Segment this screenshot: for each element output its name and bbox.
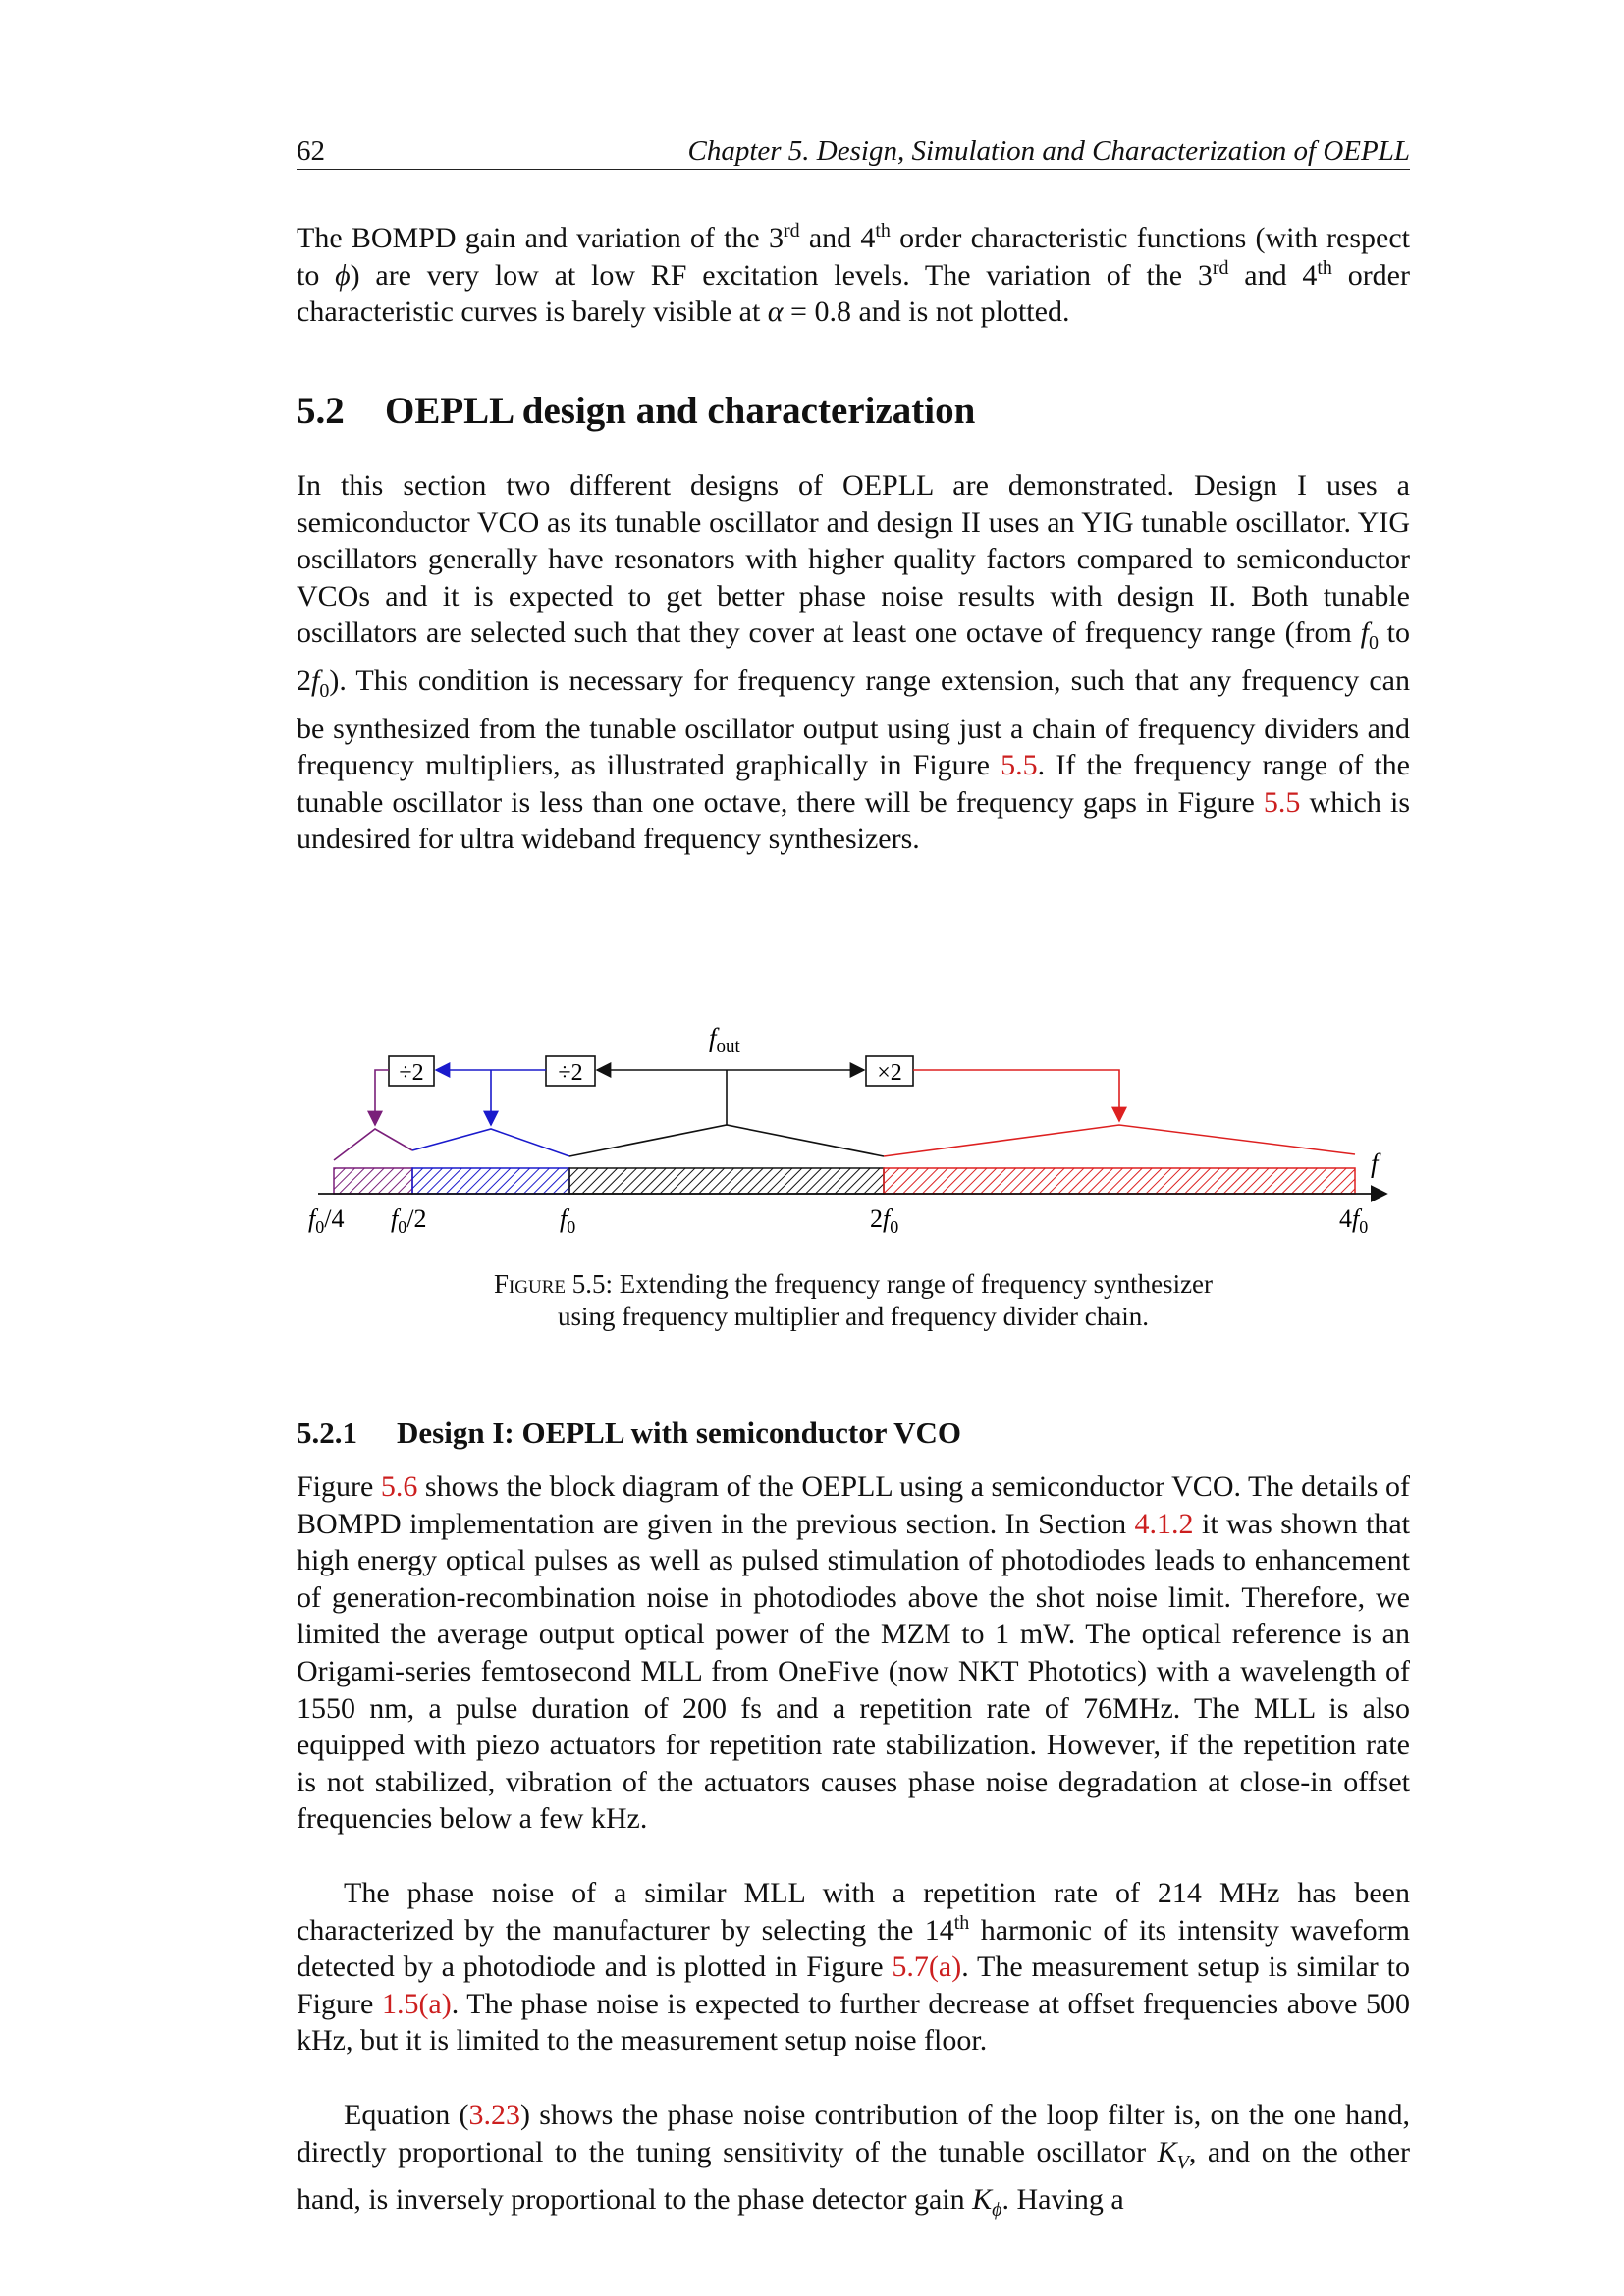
tick-f0-over-4: $f_0/4$ bbox=[308, 1204, 345, 1237]
red-range-bracket bbox=[884, 1125, 1355, 1156]
tick-2f0: $2f_0$ bbox=[870, 1204, 899, 1237]
equation-ref-link[interactable]: 3.23 bbox=[468, 2099, 521, 2131]
intro-paragraph: The BOMPD gain and variation of the 3rd and 4th order characteristic functions (with respect to ϕ) are very low at low RF excitation levels. The variation of the 3rd and 4th order characteristic curves is barely visible at α = 0.8 and is not plotted. bbox=[297, 220, 1410, 329]
frequency-extension-figure bbox=[297, 915, 1410, 1258]
page-number: 62 bbox=[297, 135, 325, 167]
red-arrow-down bbox=[913, 1070, 1119, 1121]
band-f0-2-to-f0 bbox=[412, 1168, 569, 1194]
section-ref-link[interactable]: 4.1.2 bbox=[1134, 1507, 1194, 1540]
band-2f0-to-4f0 bbox=[884, 1168, 1355, 1194]
figure-caption: Figure 5.5: Extending the frequency range of frequency synthesizer using frequency multiplier and frequency divider chain. bbox=[493, 1269, 1214, 1331]
axis-label-f: f bbox=[1371, 1148, 1379, 1178]
running-header bbox=[297, 118, 1410, 170]
figure-ref-link[interactable]: 5.5 bbox=[1001, 749, 1038, 782]
tick-4f0: $4f_0$ bbox=[1339, 1204, 1369, 1237]
figure-ref-link[interactable]: 1.5(a) bbox=[381, 1987, 452, 2020]
chapter-title: Chapter 5. Design, Simulation and Characterization of OEPLL bbox=[687, 135, 1410, 167]
fout-label: $f_{out}$ bbox=[709, 1023, 740, 1057]
blue-range-bracket bbox=[412, 1129, 569, 1156]
page bbox=[297, 118, 1411, 2221]
divider-label-right: ÷2 bbox=[558, 1060, 583, 1086]
figure-ref-link[interactable]: 5.7(a) bbox=[892, 1950, 962, 1984]
purple-arrow-down bbox=[375, 1070, 389, 1125]
band-f0-to-2f0 bbox=[569, 1168, 884, 1194]
figure-ref-link[interactable]: 5.6 bbox=[380, 1470, 418, 1503]
band-f0-4-to-f0-2 bbox=[334, 1168, 412, 1194]
tick-f0-over-2: $f_0/2$ bbox=[391, 1204, 427, 1237]
black-range-bracket bbox=[569, 1125, 884, 1156]
multiplier-label: ×2 bbox=[877, 1060, 902, 1086]
section-heading: 5.2 OEPLL design and characterization bbox=[297, 390, 976, 432]
subsection-heading: 5.2.1 Design I: OEPLL with semiconductor VCO bbox=[297, 1415, 961, 1450]
tick-f0: $f_0$ bbox=[560, 1204, 576, 1237]
figure-ref-link[interactable]: 5.5 bbox=[1263, 785, 1301, 819]
section-paragraph: In this section two different designs of OEPLL are demonstrated. Design I uses a semiconductor VCO as its tunable oscillator and design II uses an YIG tunable oscillator. YIG oscillators generally have resonators with higher quality factors compared to semiconductor VCOs and it is expected to get better phase noise results with design II. Both tunable oscillators are selected such that they cover at least one octave of frequency range (from $f_0$ to $2f_0$). This condition is necessary for frequency range extension, such that any frequency can be synthesized from the tunable oscillator output using just a chain of frequency dividers and frequency multipliers, as illustrated graphically in Figure 5.5. If the frequency range of the tunable oscillator is less than one octave, there will be frequency gaps in Figure 5.5 which is undesired for ultra wideband frequency synthesizers. bbox=[297, 469, 1411, 856]
purple-range-bracket bbox=[334, 1129, 412, 1160]
paragraph-loop-filter: Equation (3.23) shows the phase noise contribution of the loop filter is, on the one hand, directly proportional to the tuning sensitivity of the tunable oscillator $K_V$, and on the other hand, is inversely proportional to the phase detector gain $K_\phi$. Having a bbox=[297, 2099, 1411, 2221]
divider-label-left: ÷2 bbox=[399, 1060, 424, 1086]
paragraph-design-one: Figure 5.6 shows the block diagram of the OEPLL using a semiconductor VCO. The details of BOMPD implementation are given in the previous section. In Section 4.1.2 it was shown that high energy optical pulses as well as pulsed stimulation of photodiodes leads to enhancement of generation-recombination noise in photodiodes above the shot noise limit. Therefore, we limited the average output optical power of the MZM to 1 mW. The optical reference is an Origami-series femtosecond MLL from OneFive (now NKT Phototics) with a wavelength of 1550 nm, a pulse duration of 200 fs and a repetition rate of 76MHz. The MLL is also equipped with piezo actuators for repetition rate stabilization. However, if the repetition rate is not stabilized, vibration of the actuators causes phase noise degradation at close-in offset frequencies below a few kHz. bbox=[297, 1470, 1411, 1836]
paragraph-mll-phase-noise: The phase noise of a similar MLL with a repetition rate of 214 MHz has been characterized by the manufacturer by selecting the 14th harmonic of its intensity waveform detected by a photodiode and is plotted in Figure 5.7(a). The measurement setup is similar to Figure 1.5(a). The phase noise is expected to further decrease at offset frequencies above 500 kHz, but it is limited to the measurement setup noise floor. bbox=[297, 1877, 1411, 2057]
